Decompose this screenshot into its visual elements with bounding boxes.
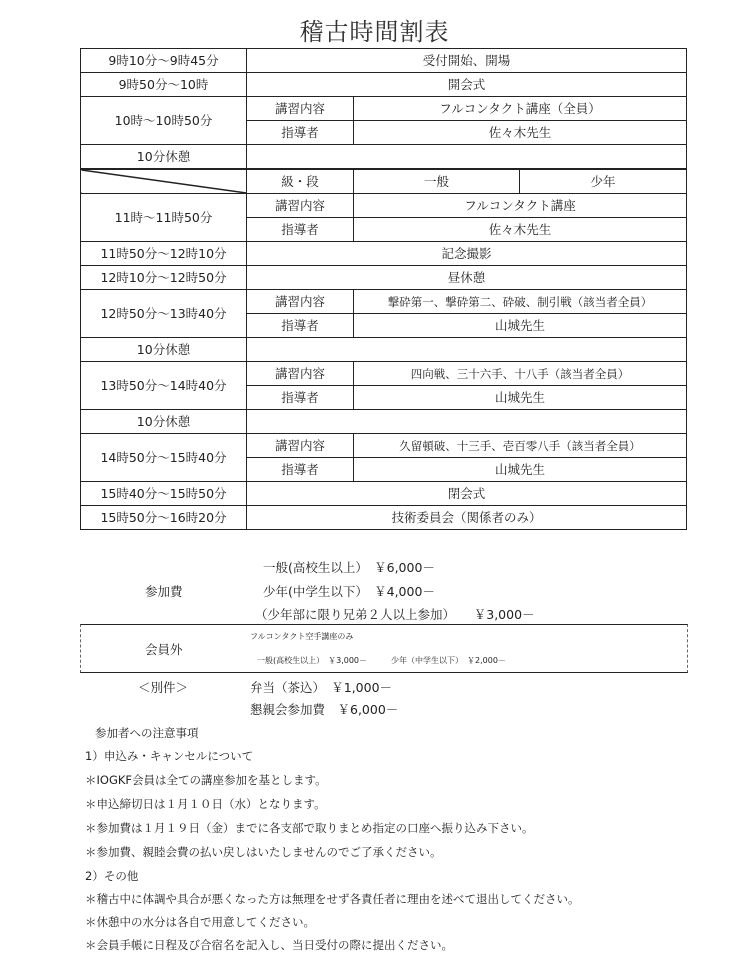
time-cell: 9時10分～9時45分 bbox=[81, 49, 247, 73]
time-cell: 10分休憩 bbox=[81, 338, 247, 362]
event-cell: 受付開始、開場 bbox=[247, 49, 687, 73]
table-row bbox=[81, 290, 687, 314]
notes-heading: 参加者への注意事項 bbox=[95, 726, 199, 740]
event-cell bbox=[247, 410, 687, 434]
time-cell: 14時50分～15時40分 bbox=[81, 434, 247, 482]
instructor-cell: 山城先生 bbox=[354, 314, 687, 338]
fee-siblings: （少年部に限り兄弟２人以上参加） ￥3,000－ bbox=[255, 607, 535, 622]
fee-general: 一般(高校生以上） ￥6,000－ bbox=[263, 560, 435, 575]
note-item: ＊休憩中の水分は各自で用意してください。 bbox=[85, 915, 315, 929]
event-cell bbox=[247, 145, 687, 170]
time-cell: 13時50分～14時40分 bbox=[81, 362, 247, 410]
time-cell: 11時50分～12時10分 bbox=[81, 242, 247, 266]
time-cell: 11時～11時50分 bbox=[81, 194, 247, 242]
instructor-label: 指導者 bbox=[247, 386, 354, 410]
time-cell: 15時50分～16時20分 bbox=[81, 506, 247, 530]
content-label: 講習内容 bbox=[247, 194, 354, 218]
event-cell: 記念撮影 bbox=[247, 242, 687, 266]
table-row bbox=[81, 49, 687, 73]
table-row bbox=[81, 482, 687, 506]
fee-youth: 少年(中学生以下） ￥4,000－ bbox=[263, 584, 435, 599]
nonmember-line2: 一般(高校生以上） ￥3,000－ 少年（中学生以下） ￥2,000－ bbox=[257, 656, 506, 665]
content-cell: フルコンタクト講座（全員） bbox=[354, 97, 687, 121]
instructor-label: 指導者 bbox=[247, 458, 354, 482]
instructor-cell: 佐々木先生 bbox=[354, 218, 687, 242]
table-row bbox=[81, 362, 687, 386]
event-cell: 閉会式 bbox=[247, 482, 687, 506]
note-item: ＊申込締切日は１月１０日（水）となります。 bbox=[85, 797, 326, 811]
grade-general: 一般 bbox=[354, 169, 520, 194]
table-row bbox=[81, 410, 687, 434]
notes-section-2: 2）その他 bbox=[85, 869, 139, 883]
instructor-label: 指導者 bbox=[247, 121, 354, 145]
note-item: ＊参加費は１月１９日（金）までに各支部で取りまとめ指定の口座へ振り込み下さい。 bbox=[85, 821, 534, 835]
table-row bbox=[81, 506, 687, 530]
nonmember-label: 会員外 bbox=[145, 642, 183, 657]
content-cell: 四向戦、三十六手、十八手（該当者全員） bbox=[354, 362, 687, 386]
table-row bbox=[81, 194, 687, 218]
nonmember-line1: フルコンタクト空手講座のみ bbox=[250, 632, 354, 641]
grade-youth: 少年 bbox=[520, 169, 687, 194]
extra-label: ＜別件＞ bbox=[138, 680, 189, 695]
notes-section-1: 1）申込み・キャンセルについて bbox=[85, 749, 254, 763]
table-row bbox=[81, 266, 687, 290]
party-fee: 懇親会参加費 ￥6,000－ bbox=[250, 702, 399, 717]
content-label: 講習内容 bbox=[247, 97, 354, 121]
time-cell: 15時40分～15時50分 bbox=[81, 482, 247, 506]
instructor-label: 指導者 bbox=[247, 314, 354, 338]
bento-fee: 弁当（茶込） ￥1,000－ bbox=[250, 680, 393, 695]
table-row bbox=[81, 145, 687, 170]
event-cell: 開会式 bbox=[247, 73, 687, 97]
table-row bbox=[81, 242, 687, 266]
content-label: 講習内容 bbox=[247, 362, 354, 386]
content-cell: フルコンタクト講座 bbox=[354, 194, 687, 218]
event-cell bbox=[247, 338, 687, 362]
diagonal-cell bbox=[81, 169, 247, 194]
grade-label: 級・段 bbox=[247, 169, 354, 194]
note-item: ＊会員手帳に日程及び合宿名を記入し、当日受付の際に提出ください。 bbox=[85, 938, 453, 952]
note-item: ＊稽古中に体調や具合が悪くなった方は無理をせず各責任者に理由を述べて退出してください。 bbox=[85, 892, 580, 906]
time-cell: 10分休憩 bbox=[81, 410, 247, 434]
time-cell: 12時50分～13時40分 bbox=[81, 290, 247, 338]
event-cell: 昼休憩 bbox=[247, 266, 687, 290]
fees-label: 参加費 bbox=[145, 584, 183, 599]
content-label: 講習内容 bbox=[247, 434, 354, 458]
instructor-cell: 山城先生 bbox=[354, 458, 687, 482]
note-item: ＊IOGKF会員は全ての講座参加を基とします。 bbox=[85, 773, 327, 787]
table-row bbox=[81, 97, 687, 121]
content-cell: 久留頓破、十三手、壱百零八手（該当者全員） bbox=[354, 434, 687, 458]
event-cell: 技術委員会（関係者のみ） bbox=[247, 506, 687, 530]
time-cell: 10時～10時50分 bbox=[81, 97, 247, 145]
table-row bbox=[81, 169, 687, 194]
instructor-cell: 山城先生 bbox=[354, 386, 687, 410]
time-cell: 10分休憩 bbox=[81, 145, 247, 170]
instructor-label: 指導者 bbox=[247, 218, 354, 242]
table-row bbox=[81, 338, 687, 362]
schedule-table bbox=[80, 48, 687, 530]
instructor-cell: 佐々木先生 bbox=[354, 121, 687, 145]
time-cell: 9時50分～10時 bbox=[81, 73, 247, 97]
content-label: 講習内容 bbox=[247, 290, 354, 314]
table-row bbox=[81, 434, 687, 458]
note-item: ＊参加費、親睦会費の払い戻しはいたしませんのでご了承ください。 bbox=[85, 845, 442, 859]
time-cell: 12時10分～12時50分 bbox=[81, 266, 247, 290]
page-title: 稽古時間割表 bbox=[299, 18, 450, 46]
content-cell: 撃砕第一、撃砕第二、砕破、制引戦（該当者全員） bbox=[354, 290, 687, 314]
table-row bbox=[81, 73, 687, 97]
